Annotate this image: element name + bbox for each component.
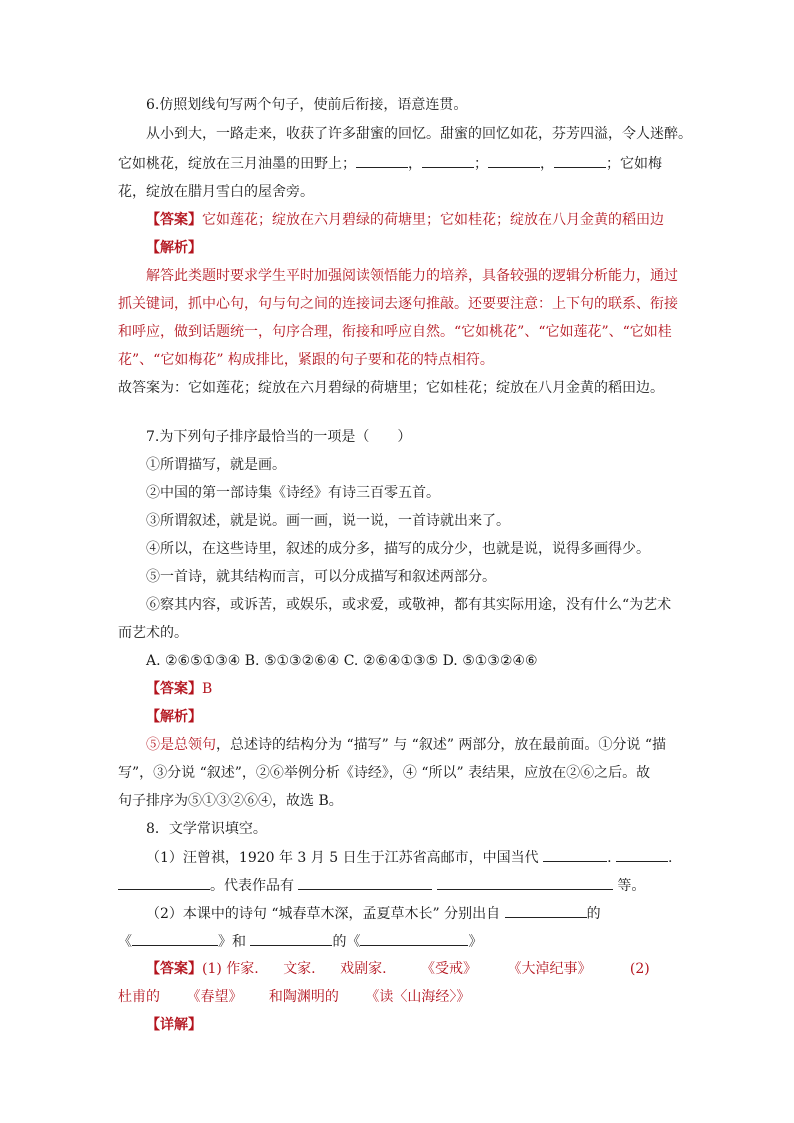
q6-para-line1: 从小到大，一路走来，收获了许多甜蜜的回忆。甜蜜的回忆如花，芬芳四溢，令人迷醉。 xyxy=(146,126,692,142)
analysis-highlight: ⑤是总领句 xyxy=(146,737,216,753)
q8-answer-line2 xyxy=(118,987,470,1007)
answer-9: 和陶渊明的 xyxy=(268,989,339,1005)
answer-2: 文家. xyxy=(283,961,316,977)
q7-answer xyxy=(146,679,212,699)
blank-poet-2[interactable] xyxy=(250,931,332,946)
de: 的 xyxy=(332,934,347,950)
q6-analysis-line2: 抓关键词，抓中心句，句与句之间的连接词去逐句推敲。还要要注意：上下句的联系、衔接 xyxy=(118,296,678,312)
q7-analysis-line3: 句子排序为⑤①③②⑥④，故选 B。 xyxy=(118,793,343,809)
q8-answer-line1 xyxy=(146,959,650,979)
sep: ， xyxy=(540,156,554,172)
q6-analysis-line3 xyxy=(118,322,672,342)
q7-sentence-6a: ⑥察其内容，或诉苦，或娱乐，或求爱，或敬神，都有其实际用途，没有什么“为艺术 xyxy=(146,597,672,613)
q8-item2-line1 xyxy=(146,903,601,924)
blank-poem-2[interactable] xyxy=(360,931,468,946)
he: 和 xyxy=(232,934,246,950)
q8-title: 8．文学常识填空。 xyxy=(146,821,267,837)
q8-item2-text: （2）本课中的诗句 “城春草木深，孟夏草木长” 分别出自 xyxy=(146,906,501,922)
q6-analysis-line4: 花”、“它如梅花” 构成排比，紧跟的句子要和花的特点相符。 xyxy=(118,352,494,368)
blank-3[interactable] xyxy=(488,153,540,168)
q6-analysis-line1: 解答此类题时要求学生平时加强阅读领悟能力的培养，具备较强的逻辑分析能力，通过 xyxy=(146,268,678,284)
dot: . xyxy=(607,850,612,866)
blank-occupation-2[interactable] xyxy=(616,847,668,862)
answer-3: 戏剧家. xyxy=(340,961,387,977)
quote-close: 》 xyxy=(218,934,232,950)
answer-tag: 【答案】 xyxy=(146,212,202,228)
q7-sentence-1: ①所谓描写，就是画。 xyxy=(146,457,286,473)
q8-item1-line1 xyxy=(146,847,672,868)
q7-title: 7.为下列句子排序最恰当的一项是（ ） xyxy=(146,429,412,445)
q7-sentence-2: ②中国的第一部诗集《诗经》有诗三百零五首。 xyxy=(146,485,440,501)
answer-10: 《读〈山海经〉》 xyxy=(365,989,471,1005)
q7-sentence-3: ③所谓叙述，就是说。画一画，说一说，一首诗就出来了。 xyxy=(146,513,510,529)
q6-final-answer: 故答案为：它如莲花；绽放在六月碧绿的荷塘里；它如桂花；绽放在八月金黄的稻田边。 xyxy=(118,380,664,396)
blank-poem-1[interactable] xyxy=(132,931,218,946)
analysis-text: 和呼应，做到话题统一，句序合理，衔接和呼应自然。 xyxy=(118,324,454,340)
q6-line2-start: 它如桃花，绽放在三月油墨的田野上； xyxy=(118,156,356,172)
sep: ， xyxy=(408,156,422,172)
q6-line2-end: ；它如梅 xyxy=(606,156,662,172)
answer-7: 杜甫的 xyxy=(118,989,160,1005)
blank-poet-1[interactable] xyxy=(505,903,587,918)
analysis-text: ，总述诗的结构分为 “描写” 与 “叙述” 两部分，放在最前面。①分说 “描 xyxy=(216,737,667,753)
q8-item1-end: 等。 xyxy=(617,878,646,894)
q6-title: 6.仿照划线句写两个句子，使前后衔接，语意连贯。 xyxy=(146,97,468,113)
answer-8: 《春望》 xyxy=(186,989,243,1005)
q8-item1-works: 。代表作品有 xyxy=(210,878,294,894)
de: 的 xyxy=(586,906,601,922)
blank-work-1[interactable] xyxy=(298,875,432,890)
answer-6: (2) xyxy=(629,961,650,977)
q8-item1-text: （1）汪曾祺，1920 年 3 月 5 日生于江苏省高邮市，中国当代 xyxy=(146,850,539,866)
answer-5: 《大淖纪事》 xyxy=(507,961,592,977)
answer-tag: 【答案】 xyxy=(146,961,202,977)
blank-occupation-3[interactable] xyxy=(118,875,210,890)
quote-open: 《 xyxy=(118,934,132,950)
blank-4[interactable] xyxy=(554,153,606,168)
answer-text: B xyxy=(202,681,213,697)
q6-para-line3: 花，绽放在腊月雪白的屋舍旁。 xyxy=(118,184,314,200)
answer-tag: 【答案】 xyxy=(146,681,202,697)
q7-sentence-5: ⑤一首诗，就其结构而言，可以分成描写和叙述两部分。 xyxy=(146,569,496,585)
q7-sentence-6b: 而艺术的。 xyxy=(118,625,188,641)
q6-answer xyxy=(146,210,664,230)
answer-4: 《受戒》 xyxy=(421,961,477,977)
q7-options: A. ②⑥⑤①③④ B. ⑤①③②⑥④ C. ②⑥④①③⑤ D. ⑤①③②④⑥ xyxy=(146,653,538,669)
blank-2[interactable] xyxy=(422,153,474,168)
q7-analysis-line2: 写”，③分说 “叙述”，②⑥举例分析《诗经》，④ “所以” 表结果，应放在②⑥之后。故 xyxy=(118,765,651,781)
blank-occupation-1[interactable] xyxy=(543,847,607,862)
dot: . xyxy=(667,850,673,866)
answer-1: (1) 作家. xyxy=(202,961,259,977)
sep: ； xyxy=(474,156,488,172)
q7-analysis-tag: 【解析】 xyxy=(146,709,202,725)
quote-close: 》 xyxy=(468,934,483,950)
blank-1[interactable] xyxy=(356,153,408,168)
quote-open: 《 xyxy=(346,934,361,950)
analysis-quote: “它如桃花”、“它如莲花”、“它如桂 xyxy=(454,324,672,340)
q7-analysis-line1 xyxy=(146,735,666,755)
q6-analysis-tag: 【解析】 xyxy=(146,240,202,256)
q7-sentence-4: ④所以，在这些诗里，叙述的成分多，描写的成分少，也就是说，说得多画得少。 xyxy=(146,541,650,557)
q8-detail-tag: 【详解】 xyxy=(146,1017,202,1033)
q6-para-line2 xyxy=(118,153,662,174)
blank-work-2[interactable] xyxy=(437,875,613,890)
q8-item1-line2 xyxy=(118,875,645,896)
q8-item2-line2 xyxy=(118,931,482,952)
answer-text: 它如莲花；绽放在六月碧绿的荷塘里；它如桂花；绽放在八月金黄的稻田边 xyxy=(202,212,664,228)
